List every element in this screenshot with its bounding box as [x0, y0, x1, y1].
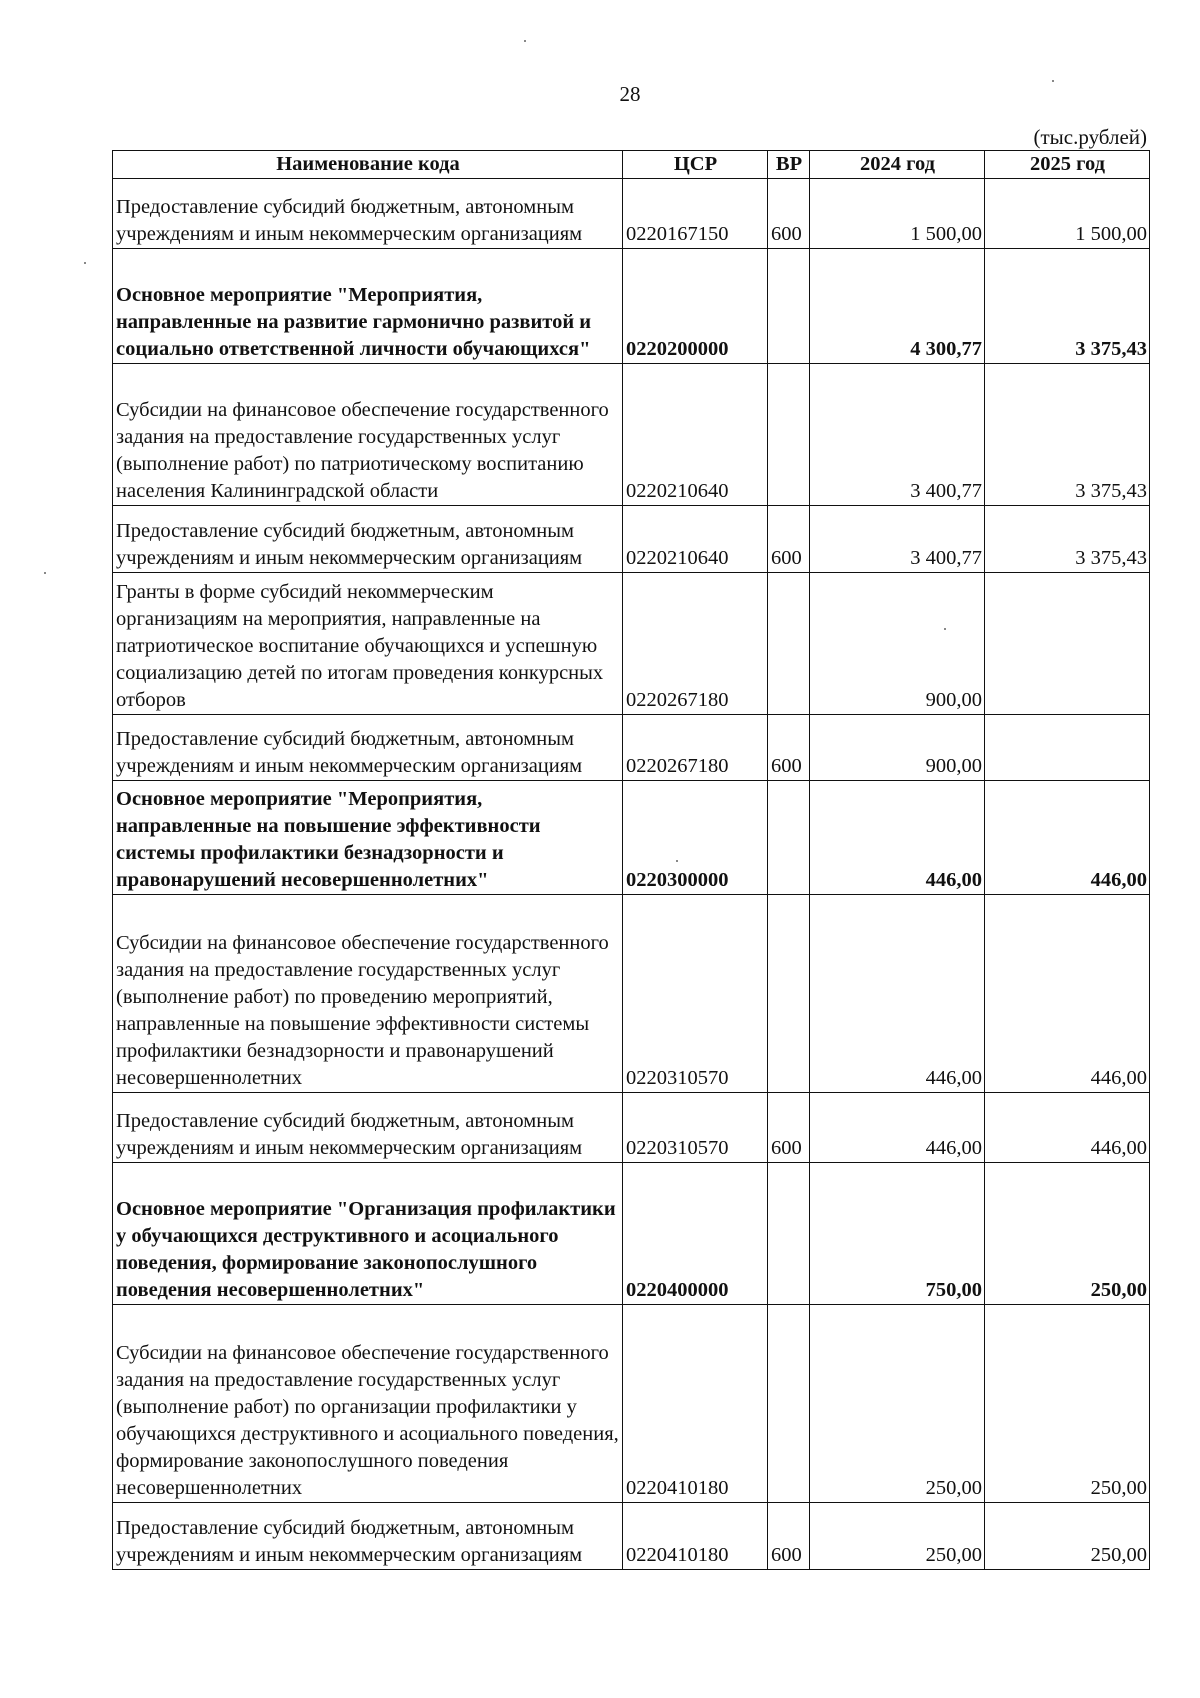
row-2025: 3 375,43 [985, 364, 1150, 506]
row-2024: 250,00 [810, 1305, 985, 1503]
table-row [113, 1503, 1150, 1570]
row-vr: 600 [768, 179, 810, 249]
row-2024: 900,00 [810, 573, 985, 715]
header-2024: 2024 год [810, 151, 985, 179]
scan-speck [84, 262, 86, 264]
units-label: (тыс.рублей) [1033, 125, 1147, 149]
row-2024: 900,00 [810, 715, 985, 781]
table-row [113, 573, 1150, 715]
header-vr: ВР [768, 151, 810, 179]
scan-speck [676, 860, 678, 862]
row-2024: 446,00 [810, 1093, 985, 1163]
row-2024: 3 400,77 [810, 506, 985, 573]
table-row [113, 249, 1150, 364]
header-name: Наименование кода [113, 151, 623, 179]
table-row [113, 895, 1150, 1093]
table-row [113, 1163, 1150, 1305]
row-2025: 446,00 [985, 1093, 1150, 1163]
row-vr [768, 364, 810, 506]
row-2025: 250,00 [985, 1163, 1150, 1305]
row-name: Основное мероприятие "Мероприятия, направленные на развитие гармонично развитой и социально ответственной личности обучающихся" [113, 249, 623, 364]
row-vr [768, 1305, 810, 1503]
row-name: Субсидии на финансовое обеспечение государственного задания на предоставление государственных услуг (выполнение работ) по патриотическому воспитанию населения Калининградской области [113, 364, 623, 506]
table-row [113, 364, 1150, 506]
row-2024: 750,00 [810, 1163, 985, 1305]
row-csr: 0220267180 [623, 715, 768, 781]
scan-speck [44, 572, 46, 574]
table-row [113, 1093, 1150, 1163]
row-2024: 446,00 [810, 781, 985, 895]
row-name: Предоставление субсидий бюджетным, автономным учреждениям и иным некоммерческим организациям [113, 1093, 623, 1163]
table-header-row [113, 151, 1150, 179]
row-name: Предоставление субсидий бюджетным, автономным учреждениям и иным некоммерческим организациям [113, 506, 623, 573]
row-vr [768, 249, 810, 364]
row-csr: 0220210640 [623, 364, 768, 506]
row-name: Основное мероприятие "Организация профилактики у обучающихся деструктивного и асоциального поведения, формирование законопослушного поведения несовершеннолетних" [113, 1163, 623, 1305]
scan-speck [944, 628, 946, 630]
row-2025: 3 375,43 [985, 506, 1150, 573]
header-2025: 2025 год [985, 151, 1150, 179]
row-2025 [985, 715, 1150, 781]
row-csr: 0220210640 [623, 506, 768, 573]
table-row [113, 506, 1150, 573]
row-csr: 0220200000 [623, 249, 768, 364]
row-name: Предоставление субсидий бюджетным, автономным учреждениям и иным некоммерческим организациям [113, 179, 623, 249]
row-2024: 4 300,77 [810, 249, 985, 364]
row-csr: 0220167150 [623, 179, 768, 249]
row-name: Субсидии на финансовое обеспечение государственного задания на предоставление государственных услуг (выполнение работ) по организации профилактики у обучающихся деструктивного и асоциального поведения, формирование законопослушного поведения несовершеннолетних [113, 1305, 623, 1503]
row-csr: 0220300000 [623, 781, 768, 895]
row-vr: 600 [768, 506, 810, 573]
row-2025: 446,00 [985, 781, 1150, 895]
table-row [113, 179, 1150, 249]
row-2025: 446,00 [985, 895, 1150, 1093]
page-number: 28 [619, 82, 641, 106]
row-2025 [985, 573, 1150, 715]
row-name: Гранты в форме субсидий некоммерческим организациям на мероприятия, направленные на патриотическое воспитание обучающихся и успешную социализацию детей по итогам проведения конкурсных отборов [113, 573, 623, 715]
scan-speck [524, 40, 526, 42]
budget-table [112, 150, 1150, 1570]
row-2025: 3 375,43 [985, 249, 1150, 364]
row-name: Субсидии на финансовое обеспечение государственного задания на предоставление государственных услуг (выполнение работ) по проведению мероприятий, направленные на повышение эффективности системы профилактики безнадзорности и правонарушений несовершеннолетних [113, 895, 623, 1093]
row-csr: 0220310570 [623, 895, 768, 1093]
row-vr: 600 [768, 1093, 810, 1163]
row-2024: 1 500,00 [810, 179, 985, 249]
scan-speck [1052, 80, 1054, 82]
row-csr: 0220267180 [623, 573, 768, 715]
row-name: Основное мероприятие "Мероприятия, направленные на повышение эффективности системы профилактики безнадзорности и правонарушений несовершеннолетних" [113, 781, 623, 895]
table-row [113, 715, 1150, 781]
row-name: Предоставление субсидий бюджетным, автономным учреждениям и иным некоммерческим организациям [113, 1503, 623, 1570]
row-vr: 600 [768, 1503, 810, 1570]
table-row [113, 781, 1150, 895]
row-csr: 0220400000 [623, 1163, 768, 1305]
row-vr [768, 895, 810, 1093]
row-2025: 250,00 [985, 1503, 1150, 1570]
row-2025: 1 500,00 [985, 179, 1150, 249]
row-csr: 0220410180 [623, 1503, 768, 1570]
row-vr [768, 573, 810, 715]
row-csr: 0220410180 [623, 1305, 768, 1503]
row-name: Предоставление субсидий бюджетным, автономным учреждениям и иным некоммерческим организациям [113, 715, 623, 781]
row-2024: 446,00 [810, 895, 985, 1093]
row-vr [768, 781, 810, 895]
row-csr: 0220310570 [623, 1093, 768, 1163]
row-vr: 600 [768, 715, 810, 781]
row-2024: 250,00 [810, 1503, 985, 1570]
header-csr: ЦСР [623, 151, 768, 179]
row-2024: 3 400,77 [810, 364, 985, 506]
table-row [113, 1305, 1150, 1503]
row-vr [768, 1163, 810, 1305]
row-2025: 250,00 [985, 1305, 1150, 1503]
